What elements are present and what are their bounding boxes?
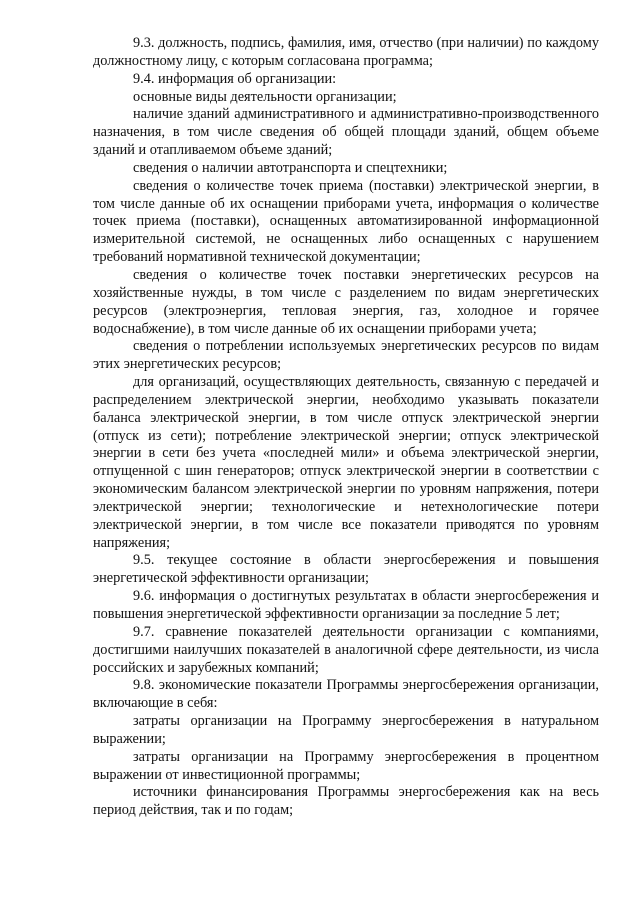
document-body (93, 35, 599, 820)
paragraph-power-reception-points: сведения о количестве точек приема (поставки) электрической энергии, в том числе данные об их оснащении приборами учета, информация о количестве точек приема (поставки), оснащенных автоматизированной информационной измерительной системой, не оснащенных либо оснащенных с нарушением требований нормативной технической документации; (93, 177, 599, 266)
paragraph-energy-supply-points: сведения о количестве точек поставки энергетических ресурсов на хозяйственные нужды, в том числе с разделением по видам энергетических ресурсов (электроэнергия, тепловая энергия, газ, холодное и горячее водоснабжение), в том числе данные об их оснащении приборами учета; (93, 266, 599, 337)
paragraph-activities: основные виды деятельности организации; (133, 88, 397, 105)
paragraph-energy-consumption: сведения о потреблении используемых энергетических ресурсов по видам этих энергетических ресурсов; (93, 338, 599, 373)
paragraph-grid-organizations: для организаций, осуществляющих деятельность, связанную с передачей и распределением электрической энергии, необходимо указывать показатели баланса электрической энергии, в том числе отпуск электрической энергии (отпуск из сети); потребление электрической энергии; отпуск электрической энергии в сети без учета «последней мили» и объема электрической энергии, отпущенной с шин генераторов; отпуск электрической энергии в соответствии с экономическим балансом электрической энергии по уровням напряжения, потери электрической энергии; технологические и нетехнологические потери электрической энергии, в том числе все показатели приводятся по уровням напряжения; (93, 374, 599, 551)
paragraph-9-7: 9.7. сравнение показателей деятельности организации с компаниями, достигшими наилучших показателей в аналогичной сфере деятельности, из числа российских и зарубежных компаний; (93, 623, 599, 676)
paragraph-9-5: 9.5. текущее состояние в области энергосбережения и повышения энергетической эффективности организации; (93, 552, 599, 587)
paragraph-9-8: 9.8. экономические показатели Программы энергосбережения организации, включающие в себя: (93, 677, 599, 712)
paragraph-9-6: 9.6. информация о достигнутых результатах в области энергосбережения и повышения энергетической эффективности организации за последние 5 лет; (93, 588, 599, 622)
paragraph-9-3: 9.3. должность, подпись, фамилия, имя, отчество (при наличии) по каждому должностному лицу, с которым согласована программа; (93, 35, 599, 69)
paragraph-buildings: наличие зданий административного и административно-производственного назначения, в том числе сведения об общей площади зданий, общем объеме зданий и отапливаемом объеме зданий; (93, 106, 599, 159)
paragraph-funding-sources: источники финансирования Программы энергосбережения как на весь период действия, так и по годам; (93, 784, 599, 819)
paragraph-9-4-heading: 9.4. информация об организации: (133, 70, 337, 87)
paragraph-costs-percent: затраты организации на Программу энергосбережения в процентном выражении от инвестиционной программы; (93, 748, 599, 783)
paragraph-vehicles: сведения о наличии автотранспорта и спецтехники; (133, 159, 448, 176)
paragraph-costs-natural: затраты организации на Программу энергосбережения в натуральном выражении; (93, 713, 599, 747)
